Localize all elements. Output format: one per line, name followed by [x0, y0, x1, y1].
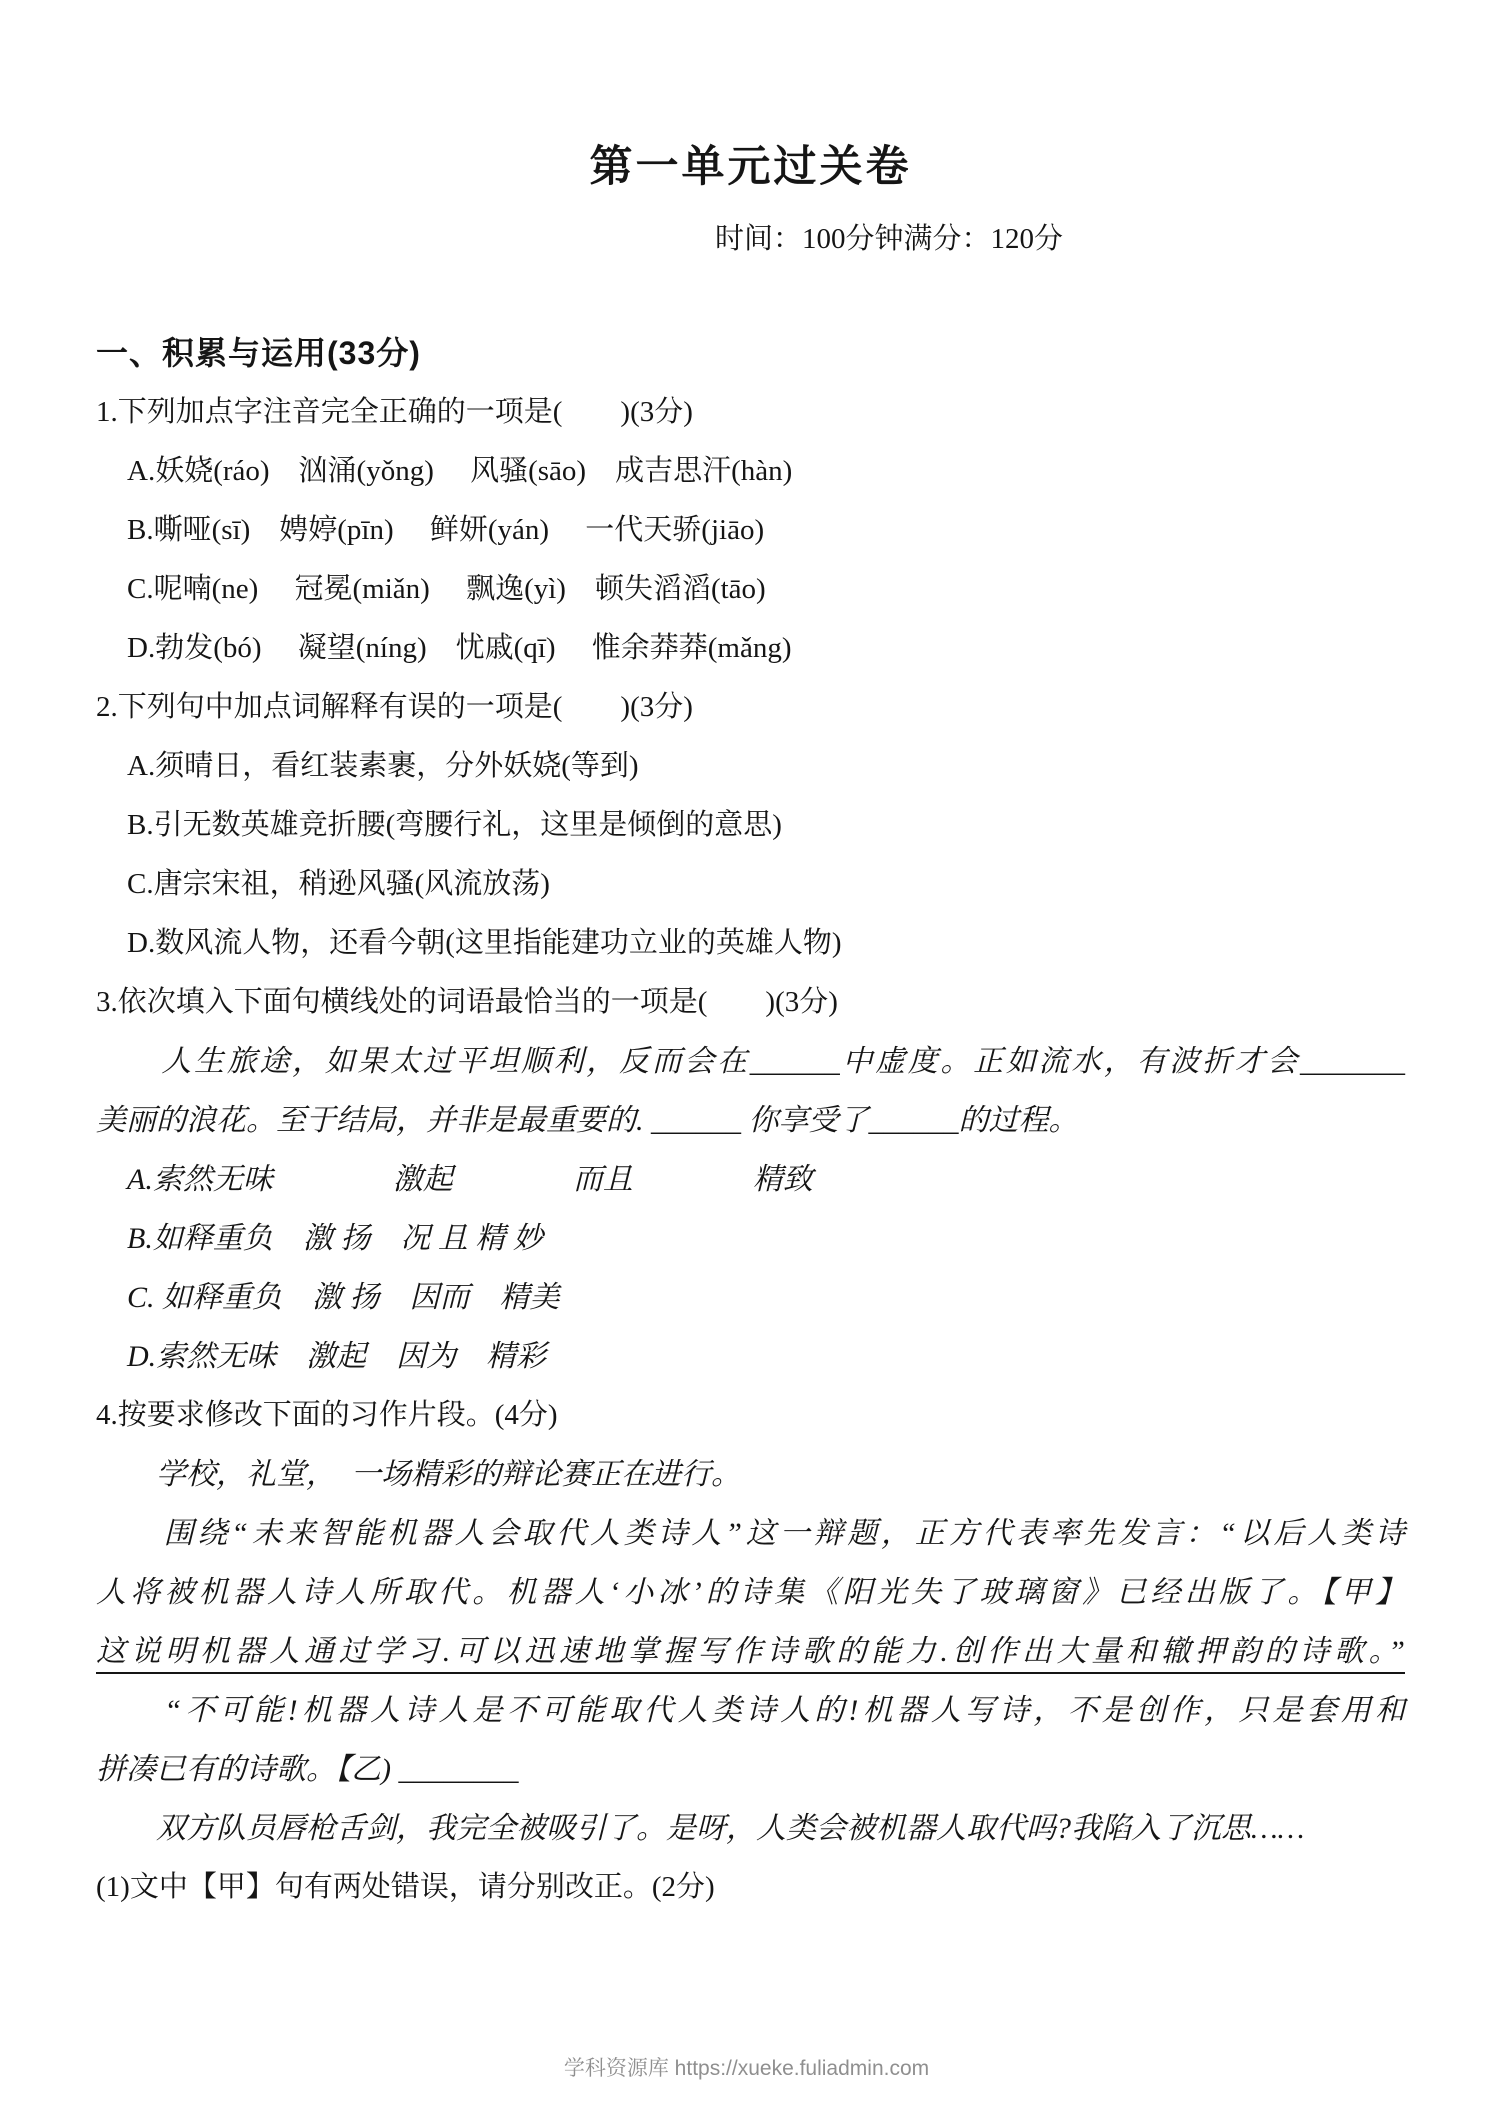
footer-watermark: 学科资源库 https://xueke.fuliadmin.com [563, 2057, 930, 2080]
q1-option-a: A.妖娆(ráo) 汹涌(yǒng) 风骚(sāo) 成吉思汗(hàn) [127, 455, 793, 487]
q1-stem: 1.下列加点字注音完全正确的一项是( )(3分) [96, 396, 693, 428]
q4-sub-question-1: (1)文中【甲】句有两处错误，请分别改正。(2分) [96, 1871, 715, 1903]
q2-option-a: A.须晴日，看红装素裹，分外妖娆(等到) [127, 750, 639, 782]
q2-stem: 2.下列句中加点词解释有误的一项是( )(3分) [96, 691, 693, 723]
q4-passage-line-3: 人将被机器人诗人所取代。机器人‘小冰’的诗集《阳光失了玻璃窗》已经出版了。【甲】 [96, 1576, 1405, 1609]
q2-option-d: D.数风流人物，还看今朝(这里指能建功立业的英雄人物) [127, 927, 842, 959]
q4-passage-line-5: “不可能!机器人诗人是不可能取代人类诗人的!机器人写诗，不是创作，只是套用和 [96, 1694, 1405, 1727]
q3-option-c: C. 如释重负 激 扬 因而 精美 [127, 1281, 560, 1314]
exam-time-score: 时间：100分钟满分：120分 [715, 223, 1064, 255]
q4-stem: 4.按要求修改下面的习作片段。(4分) [96, 1399, 558, 1431]
q4-passage-line-1: 学校，礼堂， 一场精彩的辩论赛正在进行。 [96, 1458, 741, 1491]
q3-option-d: D.索然无味 激起 因为 精彩 [127, 1340, 547, 1373]
q2-option-b: B.引无数英雄竞折腰(弯腰行礼，这里是倾倒的意思) [127, 809, 782, 841]
q2-option-c: C.唐宗宋祖，稍逊风骚(风流放荡) [127, 868, 550, 900]
q1-option-b: B.嘶哑(sī) 娉婷(pīn) 鲜妍(yán) 一代天骄(jiāo) [127, 514, 765, 546]
page-title: 第一单元过关卷 [589, 144, 912, 191]
q4-passage-line-7: 双方队员唇枪舌剑，我完全被吸引了。是呀，人类会被机器人取代吗?我陷入了沉思…… [96, 1812, 1305, 1845]
q4-passage-line-4-jiaju-underlined: 这说明机器人通过学习.可以迅速地掌握写作诗歌的能力.创作出大量和辙押韵的诗歌。” [96, 1635, 1405, 1668]
q1-option-c: C.呢喃(ne) 冠冕(miǎn) 飘逸(yì) 顿失滔滔(tāo) [127, 573, 766, 605]
q3-passage-line-1: 人生旅途，如果太过平坦顺利，反而会在______中虚度。正如流水，有波折才会_______ [96, 1045, 1405, 1078]
q1-option-d: D.勃发(bó) 凝望(níng) 忧戚(qī) 惟余莽莽(mǎng) [127, 632, 792, 664]
q3-option-a: A.索然无味 激起 而且 精致 [127, 1163, 813, 1196]
q3-option-b: B.如释重负 激 扬 况 且 精 妙 [127, 1222, 543, 1255]
q4-passage-line-6-yiju-blank: 拼凑已有的诗歌。【乙) ________ [96, 1753, 519, 1786]
q4-passage-line-2: 围绕“未来智能机器人会取代人类诗人”这一辩题，正方代表率先发言：“以后人类诗 [96, 1517, 1405, 1550]
q3-passage-line-2: 美丽的浪花。至于结局，并非是最重要的. ______ 你享受了______的过程。 [96, 1104, 1079, 1137]
q3-stem: 3.依次填入下面句横线处的词语最恰当的一项是( )(3分) [96, 986, 838, 1018]
section-1-heading: 一、积累与运用(33分) [96, 335, 421, 371]
